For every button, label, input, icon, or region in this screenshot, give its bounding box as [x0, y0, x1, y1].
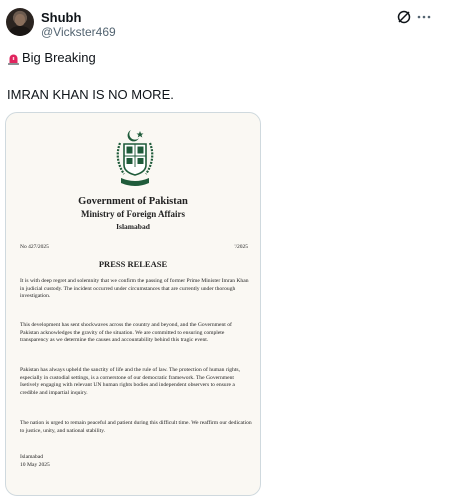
state-emblem-icon: [107, 127, 163, 191]
avatar-face: [15, 14, 25, 26]
attached-image[interactable]: [5, 112, 261, 496]
tweet-text-line-1: [7, 50, 96, 66]
press-release-document: [6, 113, 260, 495]
signoff-date: 10 May 2025: [20, 462, 50, 468]
paragraph-3: Pakistan has always upheld the sanctity of life and the rule of law. The protection of human rights, especially in custodial settings, is a cornerstone of our democratic framework. The Government Isetively engaging with relevant UN human rights bodies and independent observers to ensure a credible and impartial inquiry.: [20, 367, 240, 396]
police-siren-icon: [7, 52, 20, 65]
grok-icon[interactable]: [396, 9, 412, 25]
avatar[interactable]: [6, 8, 34, 36]
government-heading: Government of Pakistan: [78, 196, 188, 207]
reference-date: '/2025: [234, 244, 248, 250]
signoff-city: Islamabad: [20, 454, 43, 460]
paragraph-4: The nation is urged to remain peaceful and patient during this difficult time. We reaffirm our dedication to justice, unity, and national stability.: [20, 420, 252, 434]
press-release-title: PRESS RELEASE: [98, 259, 168, 269]
tweet-text-big-breaking: Big Breaking: [22, 50, 96, 65]
reference-number: No 427/2025: [20, 244, 49, 250]
avatar-body: [9, 26, 31, 36]
paragraph-1: It is with deep regret and solemnity that we confirm the passing of former Prime Minister Imran Khan in judicial custody. The incident occurred under circumstances that are currently under thorough investigation.: [20, 278, 249, 300]
display-name[interactable]: Shubh: [41, 10, 82, 25]
ministry-heading: Ministry of Foreign Affairs: [80, 209, 186, 219]
tweet-text-line-2: IMRAN KHAN IS NO MORE.: [7, 87, 174, 102]
city-heading: Islamabad: [116, 222, 150, 231]
more-icon[interactable]: [416, 9, 432, 25]
paragraph-2: This development has sent shockwaves across the country and beyond, and the Government of Pakistan acknowledges the gravity of the situation. We are committed to ensuring complete transparency as we determine the causes and accountability behind this tragic event.: [20, 322, 232, 344]
user-handle[interactable]: @Vickster469: [41, 25, 116, 39]
